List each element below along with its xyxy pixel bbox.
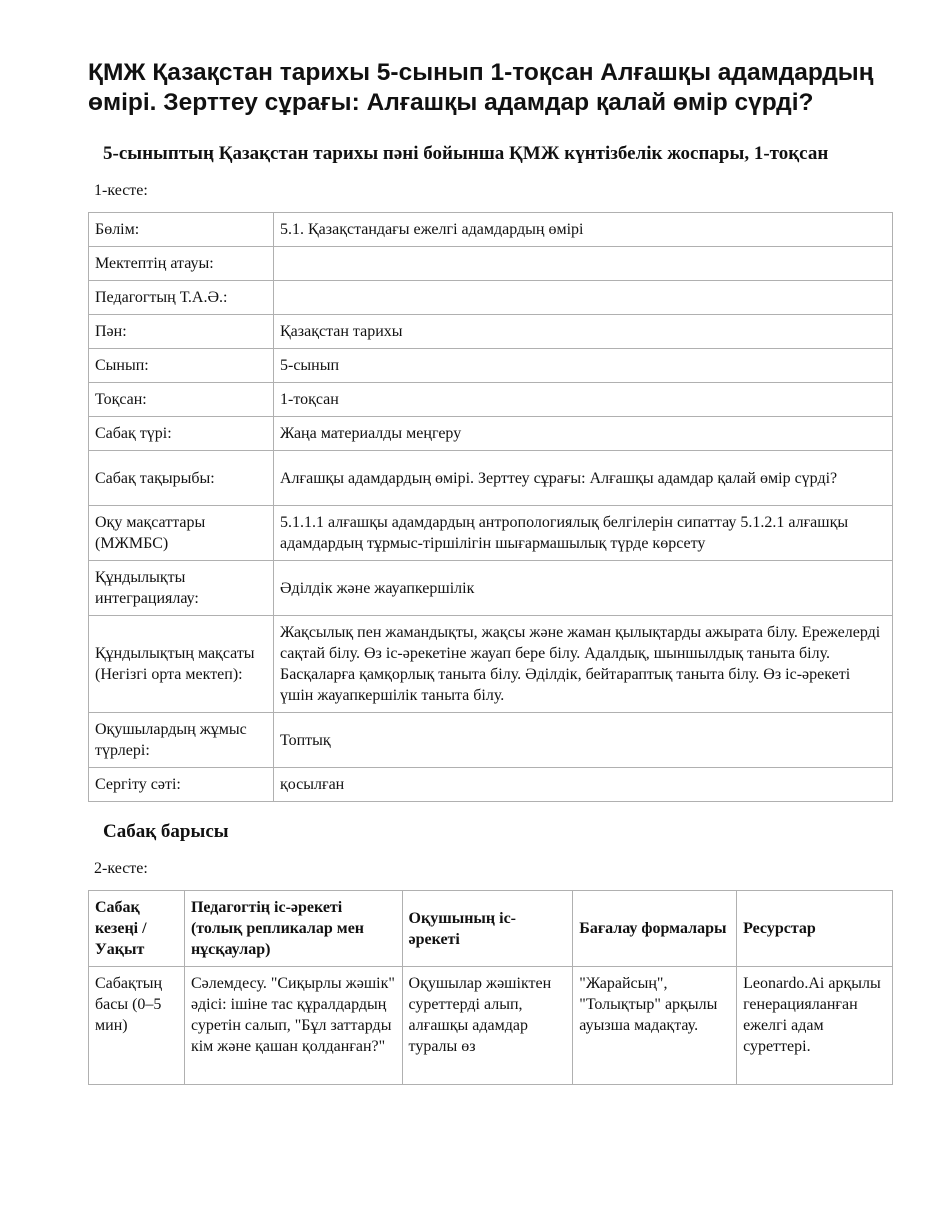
row-key: Тоқсан:	[89, 383, 274, 417]
row-value: 1-тоқсан	[274, 383, 893, 417]
row-value: 5.1.1.1 алғашқы адамдардың антропологиялық белгілерін сипаттау 5.1.2.1 алғашқы адамдардың тұрмыс-тіршілігін шығармашылық түрде көрсету	[274, 506, 893, 561]
row-value	[274, 281, 893, 315]
table-cell: Оқушылар жәшіктен суреттерді алып, алғашқы адамдар туралы өз	[402, 967, 573, 1085]
row-value: 5-сынып	[274, 349, 893, 383]
table-row	[89, 213, 893, 247]
row-key: Мектептің атауы:	[89, 247, 274, 281]
column-header: Сабақ кезеңі / Уақыт	[89, 891, 185, 967]
row-key: Оқу мақсаттары (МЖМБС)	[89, 506, 274, 561]
plan-heading: 5-сыныптың Қазақстан тарихы пәні бойынша ҚМЖ күнтізбелік жоспары, 1-тоқсан	[103, 143, 829, 164]
document-page	[88, 58, 893, 1085]
document-title: ҚМЖ Қазақстан тарихы 5-сынып 1-тоқсан Алғашқы адамдардың өмірі. Зерттеу сұрағы: Алғашқы адамдар қалай өмір сүрді?	[88, 59, 874, 116]
table-row	[89, 713, 893, 768]
table-row	[89, 247, 893, 281]
table-row	[89, 315, 893, 349]
table-row	[89, 383, 893, 417]
table-row	[89, 967, 893, 1085]
row-key: Құндылықты интеграциялау:	[89, 561, 274, 616]
row-value: қосылған	[274, 768, 893, 802]
row-key: Педагогтың Т.А.Ә.:	[89, 281, 274, 315]
row-value: Алғашқы адамдардың өмірі. Зерттеу сұрағы: Алғашқы адамдар қалай өмір сүрді?	[274, 451, 893, 506]
row-value: Жаңа материалды меңгеру	[274, 417, 893, 451]
row-key: Сабақ түрі:	[89, 417, 274, 451]
lesson-heading: Сабақ барысы	[103, 821, 229, 842]
table-cell: Leonardo.Ai арқылы генерацияланған ежелгі адам суреттері.	[737, 967, 893, 1085]
row-key: Құндылықтың мақсаты (Негізгі орта мектеп):	[89, 616, 274, 713]
table-row	[89, 349, 893, 383]
table-row	[89, 561, 893, 616]
table2-caption: 2-кесте:	[94, 860, 148, 877]
row-key: Сынып:	[89, 349, 274, 383]
row-value: Жақсылық пен жамандықты, жақсы және жаман қылықтарды ажырата білу. Ережелерді сақтай білу. Өз іс-әрекетіне жауап бере білу. Адалдық, шыншылдық таныта білу. Басқаларға қамқорлық таныта білу. Әділдік, бейтараптық таныта білу. Өз іс-әрекеті үшін жауапкершілік таныта білу.	[274, 616, 893, 713]
row-key: Пән:	[89, 315, 274, 349]
row-value: 5.1. Қазақстандағы ежелгі адамдардың өмірі	[274, 213, 893, 247]
table-row	[89, 451, 893, 506]
column-header: Бағалау формалары	[573, 891, 737, 967]
row-value: Топтық	[274, 713, 893, 768]
table-row	[89, 281, 893, 315]
column-header: Оқушының іс-әрекеті	[402, 891, 573, 967]
row-key: Сергіту сәті:	[89, 768, 274, 802]
table-cell: Сабақтың басы (0–5 мин)	[89, 967, 185, 1085]
table-cell: "Жарайсың", "Толықтыр" арқылы ауызша мадақтау.	[573, 967, 737, 1085]
row-key: Бөлім:	[89, 213, 274, 247]
lesson-flow-table	[88, 890, 893, 1085]
table-cell: Сәлемдесу. "Сиқырлы жәшік" әдісі: ішіне тас құралдардың суретін салып, "Бұл заттарды кім және қашан қолданған?"	[184, 967, 402, 1085]
table-row	[89, 768, 893, 802]
column-header: Ресурстар	[737, 891, 893, 967]
column-header: Педагогтің іс-әрекеті (толық репликалар мен нұсқаулар)	[184, 891, 402, 967]
table-row	[89, 417, 893, 451]
table-row	[89, 616, 893, 713]
row-value: Әділдік және жауапкершілік	[274, 561, 893, 616]
row-value	[274, 247, 893, 281]
lesson-info-table	[88, 212, 893, 802]
row-key: Оқушылардың жұмыс түрлері:	[89, 713, 274, 768]
table-header-row	[89, 891, 893, 967]
table1-caption: 1-кесте:	[94, 182, 148, 199]
table-row	[89, 506, 893, 561]
row-key: Сабақ тақырыбы:	[89, 451, 274, 506]
row-value: Қазақстан тарихы	[274, 315, 893, 349]
